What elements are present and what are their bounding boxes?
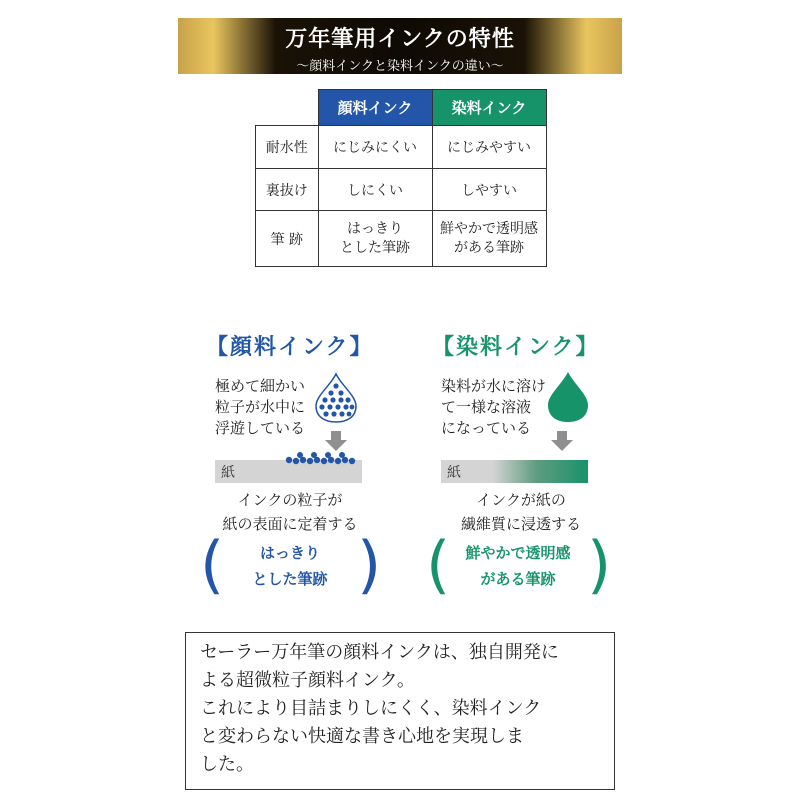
description-line: になっている — [441, 419, 532, 437]
pigment-cell: しにくい — [318, 169, 432, 211]
description-line: 極めて細かい — [215, 377, 306, 395]
emphasis-line: がある筆跡 — [480, 570, 556, 588]
cell-line: 鮮やかで透明感 — [440, 220, 538, 237]
comparison-table — [255, 89, 547, 267]
note-line: した。 — [200, 754, 254, 775]
pigment-particles-on-paper-icon — [285, 451, 357, 465]
title-banner — [178, 18, 622, 74]
pigment-cell — [318, 211, 432, 267]
note-line: と変わらない快適な書き心地を実現しま — [200, 726, 524, 747]
dye-paper — [441, 460, 588, 483]
header-dye: 染料インク — [432, 90, 546, 126]
dye-description — [441, 376, 546, 439]
paper-label: 紙 — [221, 465, 235, 481]
page-title: 万年筆用インクの特性 — [285, 26, 515, 52]
row-label: 耐水性 — [256, 126, 319, 169]
result-line: インクの粒子が — [237, 491, 343, 509]
pigment-result — [205, 488, 375, 536]
description-line: て一様な溶液 — [441, 398, 532, 416]
cell-line: はっきり — [347, 220, 403, 237]
row-label: 筆 跡 — [256, 211, 319, 267]
dye-cell — [432, 211, 546, 267]
header-pigment: 顔料インク — [318, 90, 432, 126]
cell-line: とした筆跡 — [340, 239, 410, 256]
table-row — [256, 126, 547, 169]
pigment-cell: にじみにくい — [318, 126, 432, 169]
pigment-emphasis — [225, 540, 355, 592]
table-corner — [256, 90, 319, 126]
result-line: インクが紙の — [476, 491, 566, 509]
left-paren-decoration: ( — [426, 528, 451, 601]
emphasis-line: とした筆跡 — [252, 570, 328, 588]
result-line: 繊維質に浸透する — [460, 515, 581, 533]
dye-result — [436, 488, 606, 536]
note-box — [185, 632, 615, 790]
dye-solution-drop-icon — [544, 370, 592, 424]
left-paren-decoration: ( — [200, 528, 225, 601]
right-paren-decoration: ) — [587, 528, 612, 601]
emphasis-line: 鮮やかで透明感 — [465, 544, 571, 562]
dye-cell: しやすい — [432, 169, 546, 211]
cell-line: がある筆跡 — [454, 239, 524, 256]
note-line: よる超微粒子顔料インク。 — [200, 670, 415, 691]
down-arrow-icon — [325, 431, 347, 451]
dye-heading: 【染料インク】 — [432, 335, 600, 360]
page-subtitle: 〜顔料インクと染料インクの違い〜 — [296, 59, 504, 74]
table-row — [256, 169, 547, 211]
description-line: 粒子が水中に — [215, 398, 306, 416]
emphasis-line: はっきり — [259, 544, 320, 562]
down-arrow-icon — [551, 431, 573, 451]
description-line: 染料が水に溶け — [441, 377, 547, 395]
paper-label: 紙 — [447, 465, 461, 481]
note-line: セーラー万年筆の顔料インクは、独自開発に — [200, 642, 559, 663]
pigment-description — [215, 376, 305, 439]
note-line: これにより目詰まりしにくく、染料インク — [200, 698, 542, 719]
description-line: 浮遊している — [215, 419, 306, 437]
row-label: 裏抜け — [256, 169, 319, 211]
result-line: 紙の表面に定着する — [222, 515, 358, 533]
dye-emphasis — [448, 540, 588, 592]
pigment-particle-drop-icon — [312, 372, 360, 424]
pigment-heading: 【顔料インク】 — [206, 335, 374, 360]
dye-cell: にじみやすい — [432, 126, 546, 169]
table-row — [256, 211, 547, 267]
table-header-row — [256, 90, 547, 126]
right-paren-decoration: ) — [357, 528, 382, 601]
